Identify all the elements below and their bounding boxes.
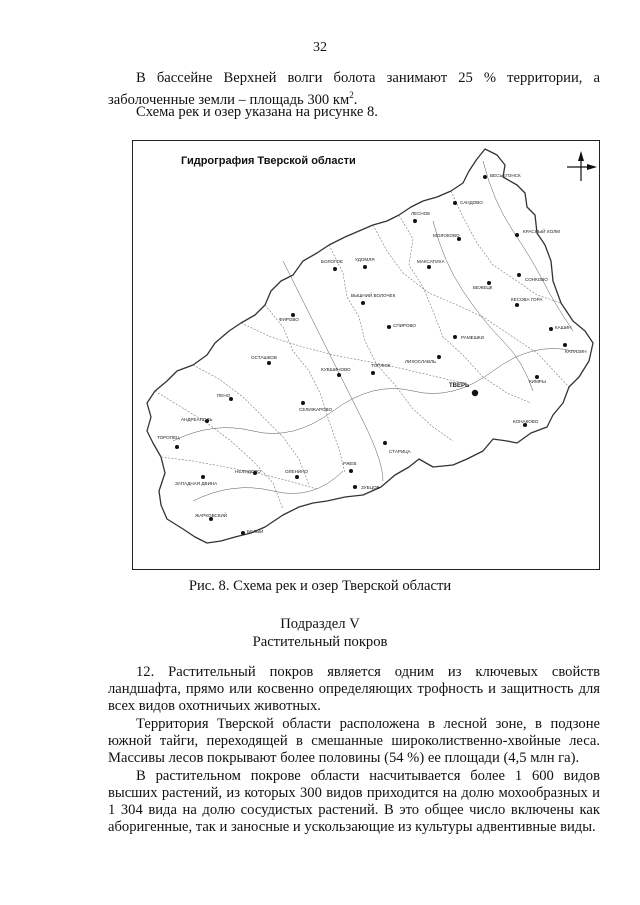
page-number: 32 <box>313 40 327 55</box>
town-kimry <box>529 375 546 384</box>
town-markers <box>157 173 587 535</box>
town-kalyazin <box>563 343 587 354</box>
body-paragraph-12 <box>108 664 600 715</box>
town-torzhok <box>371 363 391 375</box>
town-spirovo <box>387 323 416 329</box>
svg-text:ЛИХОСЛАВЛЬ: ЛИХОСЛАВЛЬ <box>405 359 437 364</box>
body-line: южной тайги, переходящей в смешанные широколиственно-хвойные леса. <box>108 733 600 749</box>
body-line: аборигенные, так и заносные и ускользающие из культуры адвентивные виды. <box>108 819 596 835</box>
town-peno <box>217 393 233 401</box>
town-rzhev <box>343 461 356 473</box>
town-lesnoe <box>411 211 430 223</box>
svg-text:МАКСАТИХА: МАКСАТИХА <box>417 259 445 264</box>
intro-line-2-text: заболоченные земли – площадь 300 км <box>108 91 350 108</box>
body-line: 12. Растительный покров является одним из ключевых свойств <box>136 664 600 680</box>
town-kesova-gora <box>511 297 543 307</box>
svg-text:ЗУБЦОВ: ЗУБЦОВ <box>361 485 380 490</box>
svg-text:СЕЛИЖАРОВО: СЕЛИЖАРОВО <box>299 407 333 412</box>
svg-text:БОЛОГОЕ: БОЛОГОЕ <box>321 259 343 264</box>
svg-text:ТВЕРЬ: ТВЕРЬ <box>449 383 470 389</box>
intro-line-1: В бассейне Верхней волги болота занимают 25 % территории, а <box>136 70 600 86</box>
intro-line-3: Схема рек и озер указана на рисунке 8. <box>136 104 378 120</box>
svg-text:КАЛЯЗИН: КАЛЯЗИН <box>565 349 587 354</box>
town-sonkovo <box>517 273 548 282</box>
body-line: 1 304 вида на долю сосудистых растений. В это общее число включены как <box>108 802 600 818</box>
section-subtitle: Растительный покров <box>252 634 388 650</box>
town-lihoslavl <box>405 355 441 364</box>
town-nelidovo <box>235 469 261 475</box>
svg-text:КИМРЫ: КИМРЫ <box>529 379 546 384</box>
svg-text:КЕСОВА ГОРА: КЕСОВА ГОРА <box>511 297 543 302</box>
town-kashin <box>549 325 572 331</box>
svg-text:ТОРОПЕЦ: ТОРОПЕЦ <box>157 435 180 440</box>
town-bezhetsk <box>473 281 493 290</box>
town-krasny-holm <box>515 227 560 237</box>
town-molokovo <box>433 233 461 241</box>
town-konakovo <box>513 419 539 427</box>
town-sandovo <box>453 200 483 205</box>
svg-text:ТОРЖОК: ТОРЖОК <box>371 363 391 368</box>
town-zapadnaya-dvina <box>175 475 218 486</box>
intro-paragraph-2 <box>108 104 600 121</box>
body-line: высших растений, из которых 300 видов приходится на долю мохообразных и <box>108 785 600 801</box>
svg-text:ОСТАШКОВ: ОСТАШКОВ <box>251 355 277 360</box>
map-title: Гидрография Тверской области <box>181 155 356 167</box>
town-bologoe <box>321 259 343 271</box>
hydrography-map <box>132 140 600 570</box>
north-arrow-icon <box>567 151 597 181</box>
svg-text:СОНКОВО: СОНКОВО <box>525 277 548 282</box>
body-line: Массивы лесов покрывают более половины (54 %) ее площади (4,5 млн га). <box>108 750 580 766</box>
figure-caption: Рис. 8. Схема рек и озер Тверской области <box>188 578 452 594</box>
svg-text:РАМЕШКИ: РАМЕШКИ <box>461 335 484 340</box>
svg-text:ЖАРКОВСКИЙ: ЖАРКОВСКИЙ <box>195 513 228 518</box>
svg-text:САНДОВО: САНДОВО <box>460 200 483 205</box>
town-maksatiha <box>417 259 446 269</box>
svg-text:МОЛОКОВО: МОЛОКОВО <box>433 233 460 238</box>
map-drawing <box>133 141 598 568</box>
town-zubtsov <box>353 485 380 490</box>
body-paragraph-14 <box>108 768 600 836</box>
town-udomlya <box>355 257 375 269</box>
svg-text:ЗАПАДНАЯ ДВИНА: ЗАПАДНАЯ ДВИНА <box>175 481 218 486</box>
svg-text:ЛЕСНОЕ: ЛЕСНОЕ <box>411 211 431 216</box>
svg-text:КУВШИНОВО: КУВШИНОВО <box>321 367 351 372</box>
svg-text:ВЕСЬЕГОНСК: ВЕСЬЕГОНСК <box>490 173 521 178</box>
town-rameshki <box>453 335 484 340</box>
town-bely <box>241 527 263 535</box>
svg-text:ВЫШНИЙ ВОЛОЧЕК: ВЫШНИЙ ВОЛОЧЕК <box>351 293 396 298</box>
town-vyshny-volochek <box>351 291 396 305</box>
svg-text:БЕЛЫЙ: БЕЛЫЙ <box>247 529 264 534</box>
body-line: Территория Тверской области расположена в лесной зоне, в подзоне <box>136 716 600 732</box>
town-zharkovsky <box>195 511 227 521</box>
intro-line-2-end: . <box>353 91 358 108</box>
body-paragraph-13 <box>108 716 600 767</box>
section-title: Подраздел V <box>280 616 360 632</box>
svg-text:УДОМЛЯ: УДОМЛЯ <box>355 257 375 262</box>
superscript: 2 <box>349 90 354 100</box>
town-selizharovo <box>299 401 332 412</box>
town-andreapol <box>181 417 213 423</box>
town-firovo <box>279 313 299 322</box>
svg-text:КАШИН: КАШИН <box>555 325 572 330</box>
svg-text:НЕЛИДОВО: НЕЛИДОВО <box>235 469 261 474</box>
svg-text:КРАСНЫЙ ХОЛМ: КРАСНЫЙ ХОЛМ <box>523 229 560 234</box>
town-toropets <box>157 435 180 449</box>
svg-text:ПЕНО: ПЕНО <box>217 393 231 398</box>
town-vesegonsk <box>483 173 521 179</box>
town-tver <box>449 383 478 396</box>
svg-text:РЖЕВ: РЖЕВ <box>343 461 357 466</box>
body-line: всех видов охотничьих животных. <box>108 698 321 714</box>
svg-text:АНДРЕАПОЛЬ: АНДРЕАПОЛЬ <box>181 417 213 422</box>
svg-text:СПИРОВО: СПИРОВО <box>393 323 416 328</box>
town-staritsa <box>383 441 412 454</box>
svg-text:ОЛЕНИНО: ОЛЕНИНО <box>285 469 309 474</box>
body-line: В растительном покрове области насчитывается более 1 600 видов <box>136 768 600 784</box>
svg-text:ФИРОВО: ФИРОВО <box>279 317 299 322</box>
town-ostashkov <box>251 355 277 365</box>
svg-text:СТАРИЦА: СТАРИЦА <box>389 449 411 454</box>
svg-text:БЕЖЕЦК: БЕЖЕЦК <box>473 285 493 290</box>
svg-text:КОНАКОВО: КОНАКОВО <box>513 419 539 424</box>
body-line: ландшафта, прямо или косвенно определяющих трофность и защитность для <box>108 681 600 697</box>
town-kuvshinovo <box>321 367 351 377</box>
